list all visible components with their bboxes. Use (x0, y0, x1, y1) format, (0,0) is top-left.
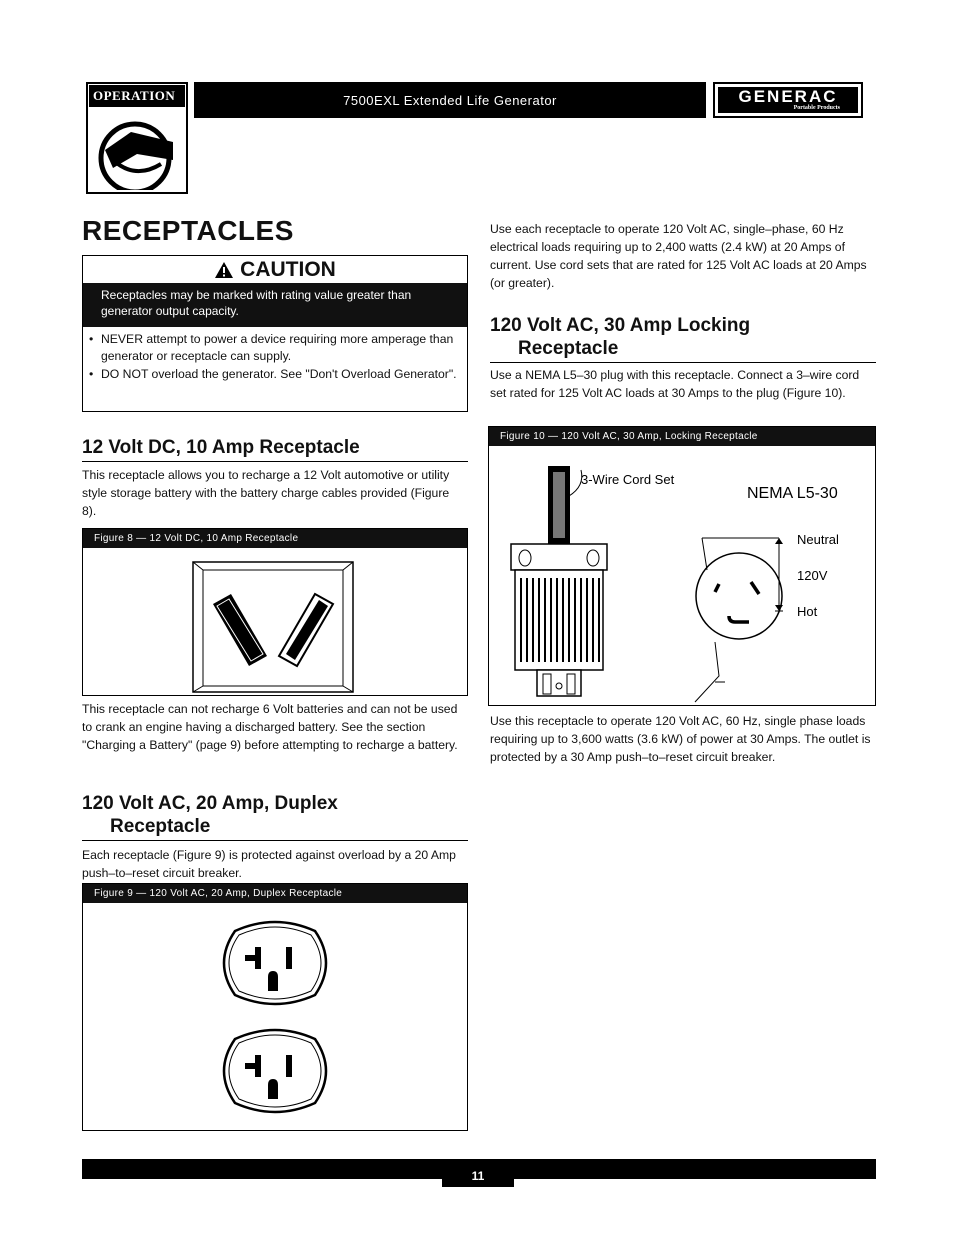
caution-warning-text: Receptacles may be marked with rating value greater than generator output capacity. (83, 283, 467, 327)
dc-slot-left (213, 594, 267, 666)
hot-label: Hot (797, 604, 818, 619)
figure-10-caption: Figure 10 — 120 Volt AC, 30 Amp, Locking Receptacle (489, 427, 875, 446)
figure-10 (488, 426, 876, 706)
section-30a-intro: Use a NEMA L5–30 plug with this receptacle. Connect a 3–wire cord set rated for 125 Volt AC loads at 30 Amps to the plug (Figure 10). (490, 368, 860, 400)
section-heading-30a-locking (490, 314, 876, 363)
caution-bullet-list (83, 327, 467, 388)
document-title: 7500EXL Extended Life Generator (343, 92, 557, 108)
right-intro-text: Use each receptacle to operate 120 Volt AC, single–phase, 60 Hz electrical loads requiring up to 2,400 watts (2.4 kW) at 20 Amps of current. Use cord sets that are rated for 125 Volt AC loads at 20 Amps (or greater). (490, 222, 867, 290)
neutral-label: Neutral (797, 532, 839, 547)
cord-set-label: 3-Wire Cord Set (581, 472, 675, 487)
duplex-outlet-upper (224, 922, 326, 1004)
dc-slot-right (279, 594, 333, 666)
voltage-label: 120V (797, 568, 828, 583)
brand-logo (713, 82, 863, 118)
page-number: 11 (442, 1159, 514, 1187)
figure-8-caption: Figure 8 — 12 Volt DC, 10 Amp Receptacle (83, 529, 467, 548)
caution-bullet: • DO NOT overload the generator. See "Don't Overload Generator". (89, 366, 461, 383)
brand-subtitle: Portable Products (793, 104, 840, 111)
section-20a-text: Each receptacle (Figure 9) is protected against overload by a 20 Amp push–to–reset circuit breaker. (82, 848, 456, 880)
heading-30a-line1: 120 Volt AC, 30 Amp Locking (490, 315, 751, 336)
section-12v-intro: This receptacle allows you to recharge a 12 Volt automotive or utility style storage battery with the battery charge cables provided (Figure 8). (82, 468, 450, 518)
locking-receptacle-drawing (489, 446, 874, 704)
operation-section-tab (86, 82, 188, 194)
document-title-bar (194, 82, 706, 118)
plug-illustration (511, 466, 607, 696)
l5-30-receptacle-face (696, 553, 782, 639)
heading-20a-line2: Receptacle (110, 816, 211, 837)
figure-8 (82, 528, 468, 696)
figure-9-caption: Figure 9 — 120 Volt AC, 20 Amp, Duplex Receptacle (83, 884, 467, 903)
duplex-outlet-lower (224, 1030, 326, 1112)
section-heading-12v-dc: 12 Volt DC, 10 Amp Receptacle (82, 436, 468, 462)
dc-receptacle-drawing (83, 548, 466, 694)
caution-title: CAUTION (240, 257, 336, 281)
heading-20a-line1: 120 Volt AC, 20 Amp, Duplex (82, 793, 338, 814)
section-12v-note: This receptacle can not recharge 6 Volt batteries and can not be used to crank an engine having a discharged battery. See the section "Charging a Battery" (page 9) before attempting to recharge a battery. (82, 702, 458, 752)
section-30a-usage: Use this receptacle to operate 120 Volt AC, 60 Hz, single phase loads requiring up to 3,600 watts (3.6 kW) of power at 30 Amps. The outlet is protected by a 30 Amp push–to–reset circuit breaker. (490, 714, 871, 764)
duplex-receptacle-drawing (83, 903, 466, 1129)
generator-operation-icon (91, 108, 183, 190)
figure-9 (82, 883, 468, 1131)
brand-name: GENERAC (738, 86, 838, 106)
section-tab-label: OPERATION (88, 84, 186, 108)
nema-label: NEMA L5-30 (747, 485, 838, 502)
heading-30a-line2: Receptacle (518, 338, 619, 359)
caution-heading (83, 256, 467, 283)
caution-box (82, 255, 468, 412)
caution-bullet: • NEVER attempt to power a device requiring more amperage than generator or receptacle can supply. (89, 331, 461, 365)
section-heading-20a-duplex (82, 792, 468, 841)
page-title: RECEPTACLES (82, 215, 294, 246)
warning-triangle-icon (214, 261, 234, 279)
